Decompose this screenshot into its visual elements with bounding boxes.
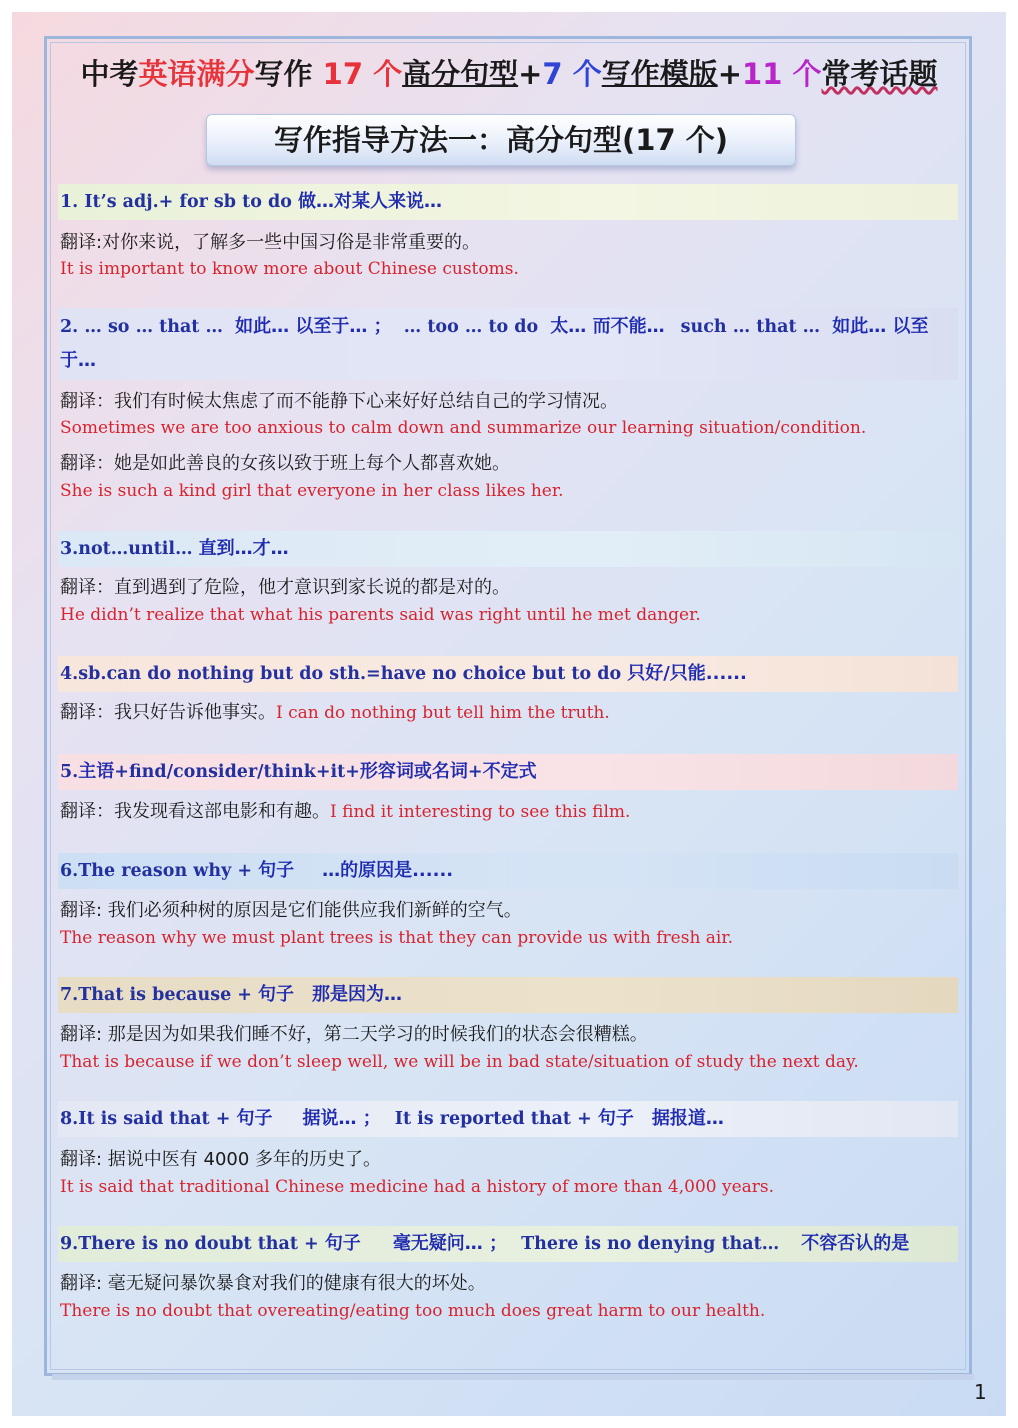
example-sentence: It is said that traditional Chinese medicine had a history of more than 4,000 years. xyxy=(60,1177,775,1197)
title-part: 常考话题 xyxy=(821,57,938,91)
title-part: 高分句型 xyxy=(402,57,519,91)
heading-en: 3.not…until… xyxy=(60,539,199,559)
heading-en: 8.It is said that + xyxy=(60,1109,237,1129)
title-part: 11 个 xyxy=(742,57,822,91)
section-banner: 写作指导方法一：高分句型(17 个) xyxy=(206,114,796,166)
example-sentence: The reason why we must plant trees is that they can provide us with fresh air. xyxy=(60,928,734,948)
pattern-heading xyxy=(58,1101,958,1137)
example-sentence: That is because if we don’t sleep well, we will be in bad state/situation of study the next day. xyxy=(60,1052,859,1072)
heading-en: 4.sb.can do nothing but do sth.=have no choice but to do xyxy=(60,664,628,684)
translation-prompt: 翻译: 毫无疑问暴饮暴食对我们的健康有很大的坏处。 xyxy=(60,1273,486,1294)
heading-cn: 不定式 xyxy=(482,761,537,782)
translation-prompt: 翻译: 我们必须种树的原因是它们能供应我们新鲜的空气。 xyxy=(60,900,522,921)
translation-prompt xyxy=(60,698,610,724)
heading-cn: 句子 xyxy=(258,860,295,881)
title-part: 7 个 xyxy=(542,57,602,91)
page-number: 1 xyxy=(974,1380,987,1404)
heading-en: 9.There is no doubt that + xyxy=(60,1234,325,1254)
heading-en: … too … to do xyxy=(403,317,539,337)
heading-en: There is no denying that… xyxy=(521,1234,780,1254)
heading-cn: 如此… 以至于… ； xyxy=(235,316,392,337)
pattern-heading xyxy=(58,1226,958,1262)
heading-cn: 直到…才… xyxy=(198,538,289,559)
translation-text: 翻译：我只好告诉他事实。 xyxy=(60,702,276,723)
title-part: + xyxy=(518,57,543,91)
heading-en: It is reported that + xyxy=(394,1109,598,1129)
translation-prompt: 翻译：直到遇到了危险，他才意识到家长说的都是对的。 xyxy=(60,577,510,598)
pattern-heading xyxy=(58,308,958,380)
heading-cn: 只好/只能...... xyxy=(627,663,747,684)
page-frame-shadow xyxy=(52,1374,974,1380)
pattern-heading xyxy=(58,531,958,567)
example-sentence: Sometimes we are too anxious to calm down and summarize our learning situation/condition. xyxy=(60,418,867,438)
heading-cn: 主语 xyxy=(78,761,115,782)
pattern-heading xyxy=(58,184,958,220)
heading-en: 7.That is because + xyxy=(60,985,259,1005)
pattern-heading xyxy=(58,977,958,1013)
example-sentence: It is important to know more about Chinese customs. xyxy=(60,259,519,279)
translation-prompt: 翻译：她是如此善良的女孩以致于班上每个人都喜欢她。 xyxy=(60,453,510,474)
title-part: 中考 xyxy=(80,57,139,91)
heading-en: 5. xyxy=(60,762,79,782)
heading-cn: 句子 xyxy=(258,984,295,1005)
heading-cn: 那是因为… xyxy=(312,984,403,1005)
translation-text: 翻译：我发现看这部电影和有趣。 xyxy=(60,801,330,822)
heading-en: 2. … so … that … xyxy=(60,317,223,337)
heading-en: such … that … xyxy=(680,317,821,337)
heading-cn: 如此… 以至 xyxy=(832,316,929,337)
heading-cn: 做…对某人来说… xyxy=(297,191,442,212)
heading-cn: 形容词或名词 xyxy=(359,761,468,782)
heading-en: 1. It’s adj.+ for sb to do xyxy=(60,192,298,212)
heading-cn: 于… xyxy=(60,350,96,371)
example-sentence: She is such a kind girl that everyone in her class likes her. xyxy=(60,481,564,501)
title-part: 17 个 xyxy=(322,57,403,91)
title-part: 写作模版 xyxy=(601,57,718,91)
heading-cn: 句子 xyxy=(597,1108,634,1129)
heading-en: + xyxy=(467,762,483,782)
heading-cn: …的原因是...... xyxy=(322,860,454,881)
title-part: + xyxy=(717,57,743,91)
heading-en: +find/consider/think+it+ xyxy=(114,762,360,782)
example-sentence: I can do nothing but tell him the truth. xyxy=(276,703,610,723)
heading-cn: 毫无疑问… ； xyxy=(392,1233,508,1254)
translation-prompt: 翻译: 那是因为如果我们睡不好，第二天学习的时候我们的状态会很糟糕。 xyxy=(60,1024,648,1045)
translation-prompt: 翻译：我们有时候太焦虑了而不能静下心来好好总结自己的学习情况。 xyxy=(60,391,618,412)
example-sentence: He didn’t realize that what his parents said was right until he met danger. xyxy=(60,605,701,625)
translation-prompt: 翻译: 据说中医有 4000 多年的历史了。 xyxy=(60,1149,382,1170)
translation-prompt: 翻译:对你来说，了解多一些中国习俗是非常重要的。 xyxy=(60,232,481,253)
pattern-heading xyxy=(58,754,958,790)
heading-cn: 句子 xyxy=(324,1233,361,1254)
pattern-heading xyxy=(58,656,958,692)
heading-cn: 句子 xyxy=(236,1108,273,1129)
example-sentence: I find it interesting to see this film. xyxy=(330,802,631,822)
heading-cn: 太… 而不能… xyxy=(550,316,665,337)
pattern-heading xyxy=(58,853,958,889)
page-title xyxy=(60,52,958,93)
heading-en: 6.The reason why + xyxy=(60,861,259,881)
translation-prompt xyxy=(60,797,630,823)
heading-cn: 据说… ； xyxy=(302,1108,381,1129)
example-sentence: There is no doubt that overeating/eating too much does great harm to our health. xyxy=(60,1301,766,1321)
heading-cn: 据报道… xyxy=(651,1108,724,1129)
heading-cn: 不容否认的是 xyxy=(801,1233,910,1254)
title-part: 写作 xyxy=(254,57,323,91)
title-part: 英语满分 xyxy=(138,57,255,91)
